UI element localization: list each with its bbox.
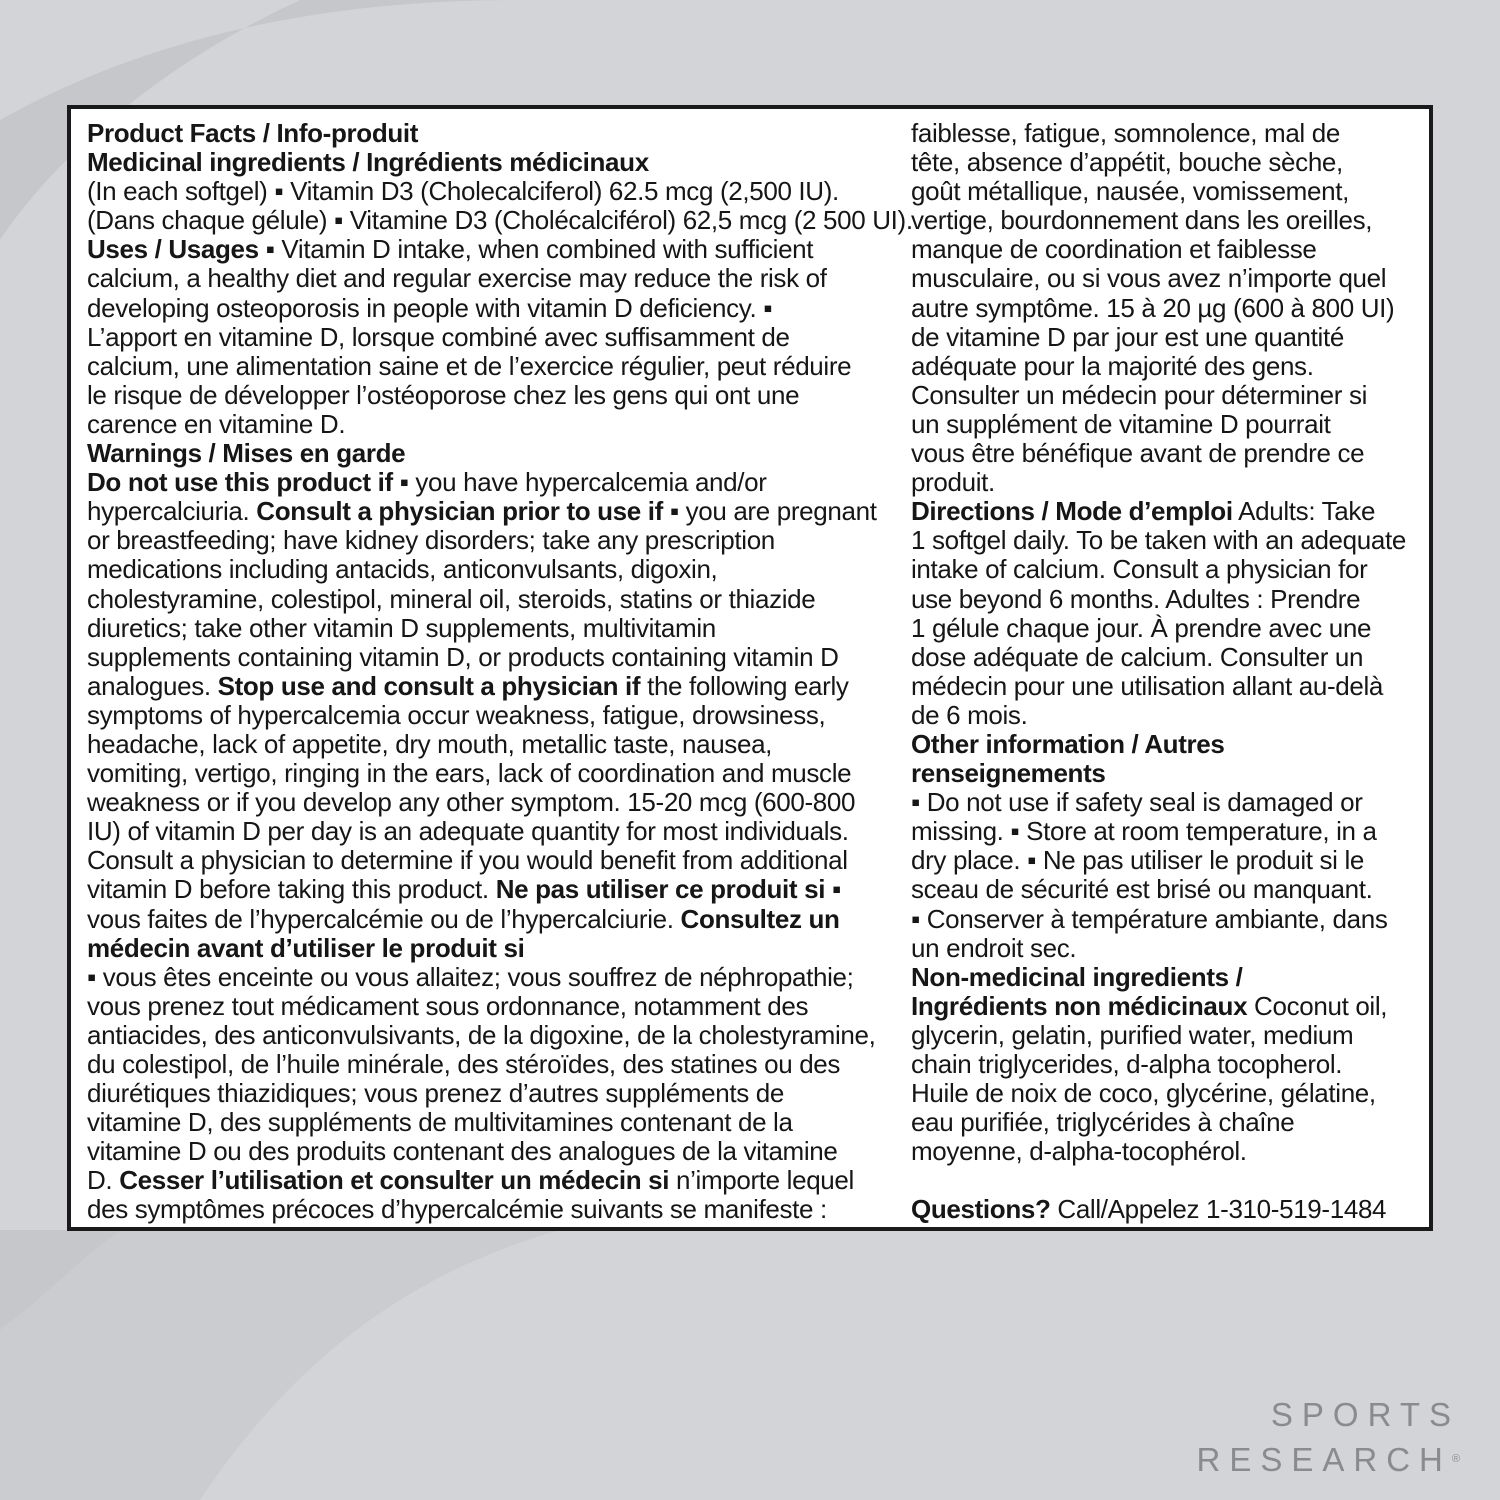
- body-text-segment: Call/Appelez 1-310-519-1484: [1050, 1194, 1387, 1225]
- text-line: [87, 526, 899, 555]
- bold-heading-segment: Consultez un: [680, 903, 840, 934]
- text-line: [87, 614, 899, 643]
- body-text-segment: (Dans chaque gélule) ▪ Vitamine D3 (Cholécalciférol) 62,5 mcg (2 500 UI).: [87, 205, 913, 236]
- text-line: [911, 235, 1423, 264]
- body-text-segment: hypercalciuria.: [87, 496, 257, 527]
- text-line: [911, 148, 1423, 177]
- body-text-segment: produit.: [911, 467, 995, 498]
- body-text-segment: vous être bénéfique avant de prendre ce: [911, 438, 1365, 469]
- text-line: [87, 468, 899, 497]
- text-line: [87, 264, 899, 293]
- text-line: [87, 410, 899, 439]
- text-line: [911, 701, 1423, 730]
- body-text-segment: un endroit sec.: [911, 932, 1077, 963]
- text-line: [87, 1137, 899, 1166]
- body-text-segment: des symptômes précoces d’hypercalcémie suivants se manifeste :: [87, 1194, 827, 1225]
- body-text-segment: dose adéquate de calcium. Consulter un: [911, 641, 1364, 672]
- text-line: [911, 264, 1423, 293]
- text-line: [911, 294, 1423, 323]
- body-text-segment: diurétiques thiazidiques; vous prenez d’autres suppléments de: [87, 1078, 784, 1109]
- body-text-segment: de 6 mois.: [911, 699, 1028, 730]
- body-text-segment: medications including antacids, anticonvulsants, digoxin,: [87, 554, 718, 585]
- text-line: [911, 497, 1423, 526]
- text-line: [87, 846, 899, 875]
- text-line: [87, 759, 899, 788]
- text-line: [911, 119, 1423, 148]
- text-line: [87, 1021, 899, 1050]
- body-text-segment: analogues.: [87, 670, 218, 701]
- text-line: [87, 788, 899, 817]
- text-line: [87, 294, 899, 323]
- text-line: [87, 672, 899, 701]
- text-line: [87, 439, 899, 468]
- text-line: [911, 410, 1423, 439]
- body-text-segment: vous prenez tout médicament sous ordonnance, notamment des: [87, 990, 809, 1021]
- text-line: [87, 235, 899, 264]
- body-text-segment: D.: [87, 1165, 120, 1196]
- text-line: [87, 1166, 899, 1195]
- body-text-segment: supplements containing vitamin D, or products containing vitamin D: [87, 641, 839, 672]
- body-text-segment: médecin pour une utilisation allant au-delà: [911, 670, 1384, 701]
- body-text-segment: le risque de développer l’ostéoporose chez les gens qui ont une: [87, 379, 800, 410]
- bold-heading-segment: Uses / Usages ▪: [87, 234, 275, 265]
- text-line: [911, 1195, 1423, 1224]
- text-line: [911, 323, 1423, 352]
- body-text-segment: eau purifiée, triglycérides à chaîne: [911, 1107, 1295, 1138]
- body-text-segment: 1 gélule chaque jour. À prendre avec une: [911, 612, 1372, 643]
- body-text-segment: Vitamin D intake, when combined with sufficient: [274, 234, 814, 265]
- body-text-segment: you are pregnant: [678, 496, 877, 527]
- text-line: [911, 1021, 1423, 1050]
- body-text-segment: 1 softgel daily. To be taken with an adequate: [911, 525, 1406, 556]
- body-text-segment: musculaire, ou si vous avez n’importe quel: [911, 263, 1387, 294]
- body-text-segment: ▪ vous êtes enceinte ou vous allaitez; vous souffrez de néphropathie;: [87, 961, 854, 992]
- text-line: [87, 934, 899, 963]
- text-line: [911, 468, 1423, 497]
- text-line: [911, 439, 1423, 468]
- product-facts-right-column: [911, 119, 1423, 1225]
- body-text-segment: diuretics; take other vitamin D supplements, multivitamin: [87, 612, 716, 643]
- text-line: [911, 1050, 1423, 1079]
- text-line: [911, 555, 1423, 584]
- body-text-segment: IU) of vitamin D per day is an adequate quantity for most individuals.: [87, 816, 849, 847]
- text-line: [911, 177, 1423, 206]
- bold-heading-segment: Medicinal ingredients / Ingrédients médicinaux: [87, 147, 649, 178]
- body-text-segment: Consulter un médecin pour déterminer si: [911, 379, 1368, 410]
- bold-heading-segment: Directions / Mode d’emploi: [911, 496, 1233, 527]
- text-line: [87, 1050, 899, 1079]
- text-line: [87, 148, 899, 177]
- text-line: [87, 555, 899, 584]
- product-facts-left-column: [87, 118, 913, 1225]
- body-text-segment: tête, absence d’appétit, bouche sèche,: [911, 147, 1343, 178]
- body-text-segment: un supplément de vitamine D pourrait: [911, 408, 1331, 439]
- bold-heading-segment: Non-medicinal ingredients /: [911, 961, 1243, 992]
- body-text-segment: vitamin D before taking this product.: [87, 874, 496, 905]
- text-line: [911, 614, 1423, 643]
- bold-heading-segment: Other information / Autres: [911, 728, 1225, 759]
- text-line: [911, 875, 1423, 904]
- body-text-segment: the following early: [640, 670, 849, 701]
- bold-heading-segment: renseignements: [911, 758, 1106, 789]
- body-text-segment: carence en vitamine D.: [87, 408, 346, 439]
- body-text-segment: Adults: Take: [1232, 496, 1376, 527]
- text-line: [911, 1108, 1423, 1137]
- body-text-segment: headache, lack of appetite, dry mouth, metallic taste, nausea,: [87, 728, 773, 759]
- text-line: [911, 934, 1423, 963]
- sports-research-logo: [1160, 1392, 1460, 1482]
- body-text-segment: calcium, une alimentation saine et de l’exercice régulier, peut réduire: [87, 350, 852, 381]
- body-text-segment: n’importe lequel: [669, 1165, 854, 1196]
- bold-heading-segment: Consult a physician prior to use if ▪: [256, 496, 679, 527]
- body-text-segment: goût métallique, nausée, vomissement,: [911, 176, 1349, 207]
- text-line: [911, 730, 1423, 759]
- bold-heading-segment: Stop use and consult a physician if: [217, 670, 641, 701]
- text-line: [911, 585, 1423, 614]
- text-line: [87, 119, 899, 148]
- text-line: [911, 788, 1423, 817]
- body-text-segment: vertige, bourdonnement dans les oreilles,: [911, 205, 1373, 236]
- body-text-segment: intake of calcium. Consult a physician for: [911, 554, 1368, 585]
- text-line: [911, 643, 1423, 672]
- text-line: [911, 1166, 1423, 1195]
- text-line: [87, 905, 899, 934]
- text-line: [87, 352, 899, 381]
- text-line: [87, 1079, 899, 1108]
- body-text-segment: Coconut oil,: [1247, 990, 1388, 1021]
- text-line: [87, 730, 899, 759]
- body-text-segment: vitamine D ou des produits contenant des analogues de la vitamine: [87, 1136, 838, 1167]
- body-text-segment: you have hypercalcemia and/or: [408, 467, 767, 498]
- body-text-segment: (In each softgel) ▪ Vitamin D3 (Cholecalciferol) 62.5 mcg (2,500 IU).: [87, 176, 839, 207]
- brand-line-2-text: RESEARCH: [1196, 1441, 1452, 1478]
- body-text-segment: cholestyramine, colestipol, mineral oil, steroids, statins or thiazide: [87, 583, 816, 614]
- bold-heading-segment: Warnings / Mises en garde: [87, 438, 406, 469]
- bold-heading-segment: Cesser l’utilisation et consulter un médecin si: [119, 1165, 670, 1196]
- text-line: [87, 585, 899, 614]
- text-line: [87, 963, 899, 992]
- body-text-segment: de vitamine D par jour est une quantité: [911, 321, 1344, 352]
- text-line: [87, 643, 899, 672]
- text-line: [911, 1079, 1423, 1108]
- body-text-segment: ▪ Conserver à température ambiante, dans: [911, 903, 1388, 934]
- body-text-segment: Consult a physician to determine if you would benefit from additional: [87, 845, 848, 876]
- text-line: [911, 381, 1423, 410]
- brand-line-1: SPORTS: [1270, 1396, 1460, 1433]
- body-text-segment: glycerin, gelatin, purified water, medium: [911, 1019, 1354, 1050]
- body-text-segment: du colestipol, de l’huile minérale, des stéroïdes, des statines ou des: [87, 1049, 841, 1079]
- text-line: [87, 817, 899, 846]
- bold-heading-segment: Ingrédients non médicinaux: [911, 990, 1248, 1021]
- body-text-segment: missing. ▪ Store at room temperature, in a: [911, 816, 1377, 847]
- text-line: [87, 701, 899, 730]
- body-text-segment: vomiting, vertigo, ringing in the ears, lack of coordination and muscle: [87, 758, 852, 789]
- registered-mark: ®: [1451, 1453, 1460, 1465]
- text-line: [911, 817, 1423, 846]
- text-line: [87, 497, 899, 526]
- body-text-segment: weakness or if you develop any other symptom. 15-20 mcg (600-800: [87, 787, 856, 818]
- brand-line-2: [1160, 1437, 1460, 1482]
- body-text-segment: Huile de noix de coco, glycérine, gélatine,: [911, 1078, 1376, 1109]
- text-line: [911, 846, 1423, 875]
- text-line: [911, 526, 1423, 555]
- text-line: [911, 206, 1423, 235]
- body-text-segment: faiblesse, fatigue, somnolence, mal de: [911, 118, 1340, 148]
- bold-heading-segment: Questions?: [911, 1194, 1051, 1225]
- body-text-segment: moyenne, d-alpha-tocophérol.: [911, 1136, 1247, 1167]
- bold-heading-segment: Product Facts / Info-produit: [87, 118, 419, 148]
- body-text-segment: autre symptôme. 15 à 20 µg (600 à 800 UI): [911, 292, 1395, 323]
- text-line: [87, 177, 899, 206]
- text-line: [911, 759, 1423, 788]
- text-line: [87, 992, 899, 1021]
- text-line: [911, 352, 1423, 381]
- text-line: [87, 381, 899, 410]
- body-text-segment: chain triglycerides, d-alpha tocopherol.: [911, 1049, 1343, 1079]
- body-text-segment: L’apport en vitamine D, lorsque combiné avec suffisamment de: [87, 321, 790, 352]
- text-line: [87, 323, 899, 352]
- body-text-segment: dry place. ▪ Ne pas utiliser le produit si le: [911, 845, 1365, 876]
- text-line: [87, 875, 899, 904]
- body-text-segment: vitamine D, des suppléments de multivitamines contenant de la: [87, 1107, 793, 1138]
- body-text-segment: sceau de sécurité est brisé ou manquant.: [911, 874, 1373, 905]
- text-line: [911, 992, 1423, 1021]
- body-text-segment: symptoms of hypercalcemia occur weakness, fatigue, drowsiness,: [87, 699, 826, 730]
- text-line: [87, 1108, 899, 1137]
- bold-heading-segment: Ne pas utiliser ce produit si ▪: [495, 874, 841, 905]
- text-line: [87, 205, 913, 236]
- body-text-segment: use beyond 6 months. Adultes : Prendre: [911, 583, 1361, 614]
- body-text-segment: calcium, a healthy diet and regular exercise may reduce the risk of: [87, 263, 827, 294]
- bold-heading-segment: médecin avant d’utiliser le produit si: [87, 932, 525, 963]
- text-line: [911, 672, 1423, 701]
- body-text-segment: antiacides, des anticonvulsivants, de la digoxine, de la cholestyramine,: [87, 1019, 876, 1050]
- body-text-segment: adéquate pour la majorité des gens.: [911, 350, 1314, 381]
- text-line: [87, 1195, 899, 1224]
- body-text-segment: developing osteoporosis in people with vitamin D deficiency. ▪: [87, 292, 773, 323]
- body-text-segment: manque de coordination et faiblesse: [911, 234, 1317, 265]
- text-line: [911, 963, 1423, 992]
- bold-heading-segment: Do not use this product if ▪: [87, 467, 409, 498]
- text-line: [911, 905, 1423, 934]
- body-text-segment: or breastfeeding; have kidney disorders; take any prescription: [87, 525, 775, 556]
- text-line: [911, 1137, 1423, 1166]
- body-text-segment: ▪ Do not use if safety seal is damaged or: [911, 787, 1363, 818]
- body-text-segment: vous faites de l’hypercalcémie ou de l’hypercalciurie.: [87, 903, 681, 934]
- product-facts-panel: [67, 105, 1433, 1231]
